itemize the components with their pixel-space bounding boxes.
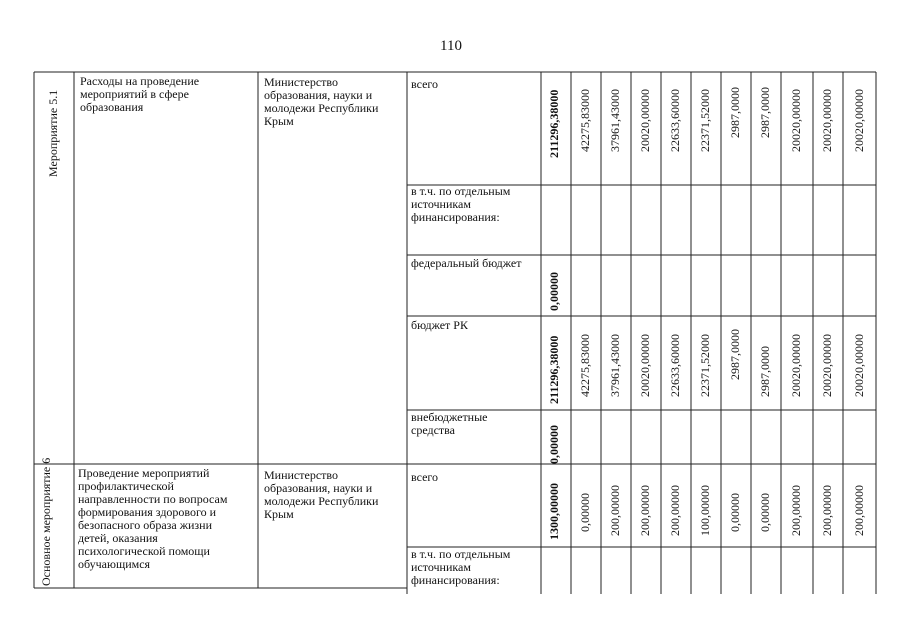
row2-code: Основное мероприятие 6 <box>39 457 53 586</box>
row1-executor: Министерство образования, науки и молодежи Республики Крым <box>264 75 379 128</box>
row2-total-y9: 200,00000 <box>820 485 834 536</box>
row1-rk-y6: 2987,0000 <box>728 329 742 380</box>
row2-total-y1: 0,00000 <box>578 493 592 532</box>
row2-total-y8: 200,00000 <box>789 485 803 536</box>
row1-extrabudget-total: 0,00000 <box>547 425 561 464</box>
row1-source-breakdown-label: в т.ч. по отдельным источникам финансирования: <box>411 184 511 224</box>
row2-total-all: 1300,00000 <box>547 483 561 540</box>
row1-source-federal-label: федеральный бюджет <box>411 256 522 270</box>
row1-rk-y3: 20020,00000 <box>638 334 652 397</box>
row1-code: Мероприятие 5.1 <box>46 89 60 177</box>
row1-total-all: 211296,38000 <box>547 89 561 158</box>
row1-total-y1: 42275,83000 <box>578 89 592 152</box>
row2-total-y2: 200,00000 <box>608 485 622 536</box>
row1-total-y10: 20020,00000 <box>852 89 866 152</box>
row1-source-total-label: всего <box>411 77 439 91</box>
row2-total-y7: 0,00000 <box>758 493 772 532</box>
row1-rk-y5: 22371,52000 <box>698 334 712 397</box>
row1-total-y7: 2987,0000 <box>758 87 772 138</box>
row1-total-y6: 2987,0000 <box>728 87 742 138</box>
row1-source-rk-label: бюджет РК <box>411 318 468 332</box>
row2-source-breakdown-label: в т.ч. по отдельным источникам финансирования: <box>411 547 511 587</box>
row2-total-y4: 200,00000 <box>668 485 682 536</box>
row1-total-y5: 22371,52000 <box>698 89 712 152</box>
row1-rk-y1: 42275,83000 <box>578 334 592 397</box>
row2-source-total-label: всего <box>411 470 439 484</box>
row2-total-y6: 0,00000 <box>728 493 742 532</box>
row1-rk-y2: 37961,43000 <box>608 334 622 397</box>
row1-source-extrabudget-label: внебюджетные средства <box>411 410 488 437</box>
row2-total-y10: 200,00000 <box>852 485 866 536</box>
row2-total-y5: 100,00000 <box>698 485 712 536</box>
row2-executor: Министерство образования, науки и молодежи Республики Крым <box>264 468 379 521</box>
row1-total-y8: 20020,00000 <box>789 89 803 152</box>
row1-federal-total: 0,00000 <box>547 272 561 311</box>
row1-name: Расходы на проведение мероприятий в сфере образования <box>80 74 200 114</box>
row1-rk-y4: 22633,60000 <box>668 334 682 397</box>
row1-total-y2: 37961,43000 <box>608 89 622 152</box>
row1-total-y4: 22633,60000 <box>668 89 682 152</box>
row1-rk-y7: 2987,0000 <box>758 346 772 397</box>
row1-total-y9: 20020,00000 <box>820 89 834 152</box>
page-number: 110 <box>440 38 462 54</box>
row1-rk-y9: 20020,00000 <box>820 334 834 397</box>
row1-rk-y8: 20020,00000 <box>789 334 803 397</box>
row1-total-y3: 20020,00000 <box>638 89 652 152</box>
row2-name: Проведение мероприятий профилактической направленности по вопросам формирования здорового и безопасного образа жизни детей, оказания психологической помощи обучающимся <box>78 466 228 571</box>
row1-rk-total: 211296,38000 <box>547 335 561 404</box>
row2-total-y3: 200,00000 <box>638 485 652 536</box>
row1-rk-y10: 20020,00000 <box>852 334 866 397</box>
